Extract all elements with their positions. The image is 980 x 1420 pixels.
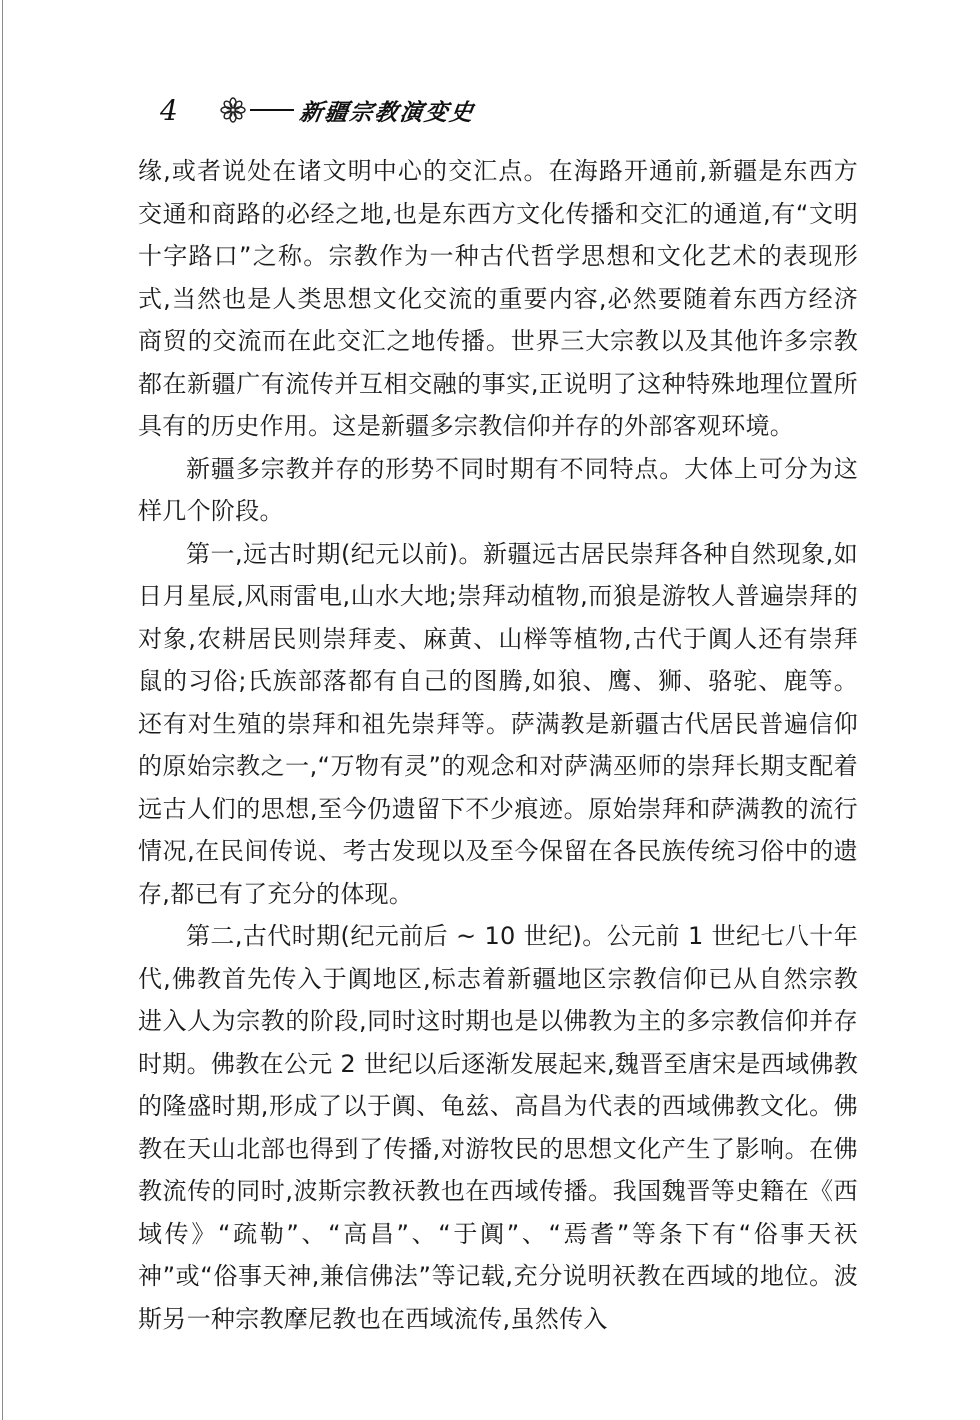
header-dash bbox=[250, 109, 294, 111]
page-number: 4 bbox=[160, 93, 178, 127]
flower-ornament-icon bbox=[220, 97, 246, 123]
running-header bbox=[160, 92, 475, 128]
page-edge-line bbox=[2, 0, 3, 1420]
body-text bbox=[138, 150, 858, 1340]
paragraph-1: 缘,或者说处在诸文明中心的交汇点。在海路开通前,新疆是东西方交通和商路的必经之地,也是东西方文化传播和交汇的通道,有“文明十字路口”之称。宗教作为一种古代哲学思想和文化艺术的表现形式,当然也是人类思想文化交流的重要内容,必然要随着东西方经济商贸的交流而在此交汇之地传播。世界三大宗教以及其他许多宗教都在新疆广有流传并互相交融的事实,正说明了这种特殊地理位置所具有的历史作用。这是新疆多宗教信仰并存的外部客观环境。 bbox=[138, 157, 858, 440]
paragraph-2: 新疆多宗教并存的形势不同时期有不同特点。大体上可分为这样几个阶段。 bbox=[138, 454, 858, 525]
paragraph-4: 第二,古代时期(纪元前后 ~ 10 世纪)。公元前 1 世纪七八十年代,佛教首先传入于阗地区,标志着新疆地区宗教信仰已从自然宗教进入人为宗教的阶段,同时这时期也是以佛教为主的多宗教信仰并存时期。佛教在公元 2 世纪以后逐渐发展起来,魏晋至唐宋是西域佛教的隆盛时期,形成了以于阗、龟兹、高昌为代表的西域佛教文化。佛教在天山北部也得到了传播,对游牧民的思想文化产生了影响。在佛教流传的同时,波斯宗教祆教也在西域传播。我国魏晋等史籍在《西域传》“疏勒”、“高昌”、“于阗”、“焉耆”等条下有“俗事天祆神”或“俗事天神,兼信佛法”等记载,充分说明祆教在西域的地位。波斯另一种宗教摩尼教也在西域流传,虽然传入 bbox=[138, 922, 858, 1333]
book-title: 新疆宗教演变史 bbox=[297, 99, 477, 126]
paragraph-3: 第一,远古时期(纪元以前)。新疆远古居民崇拜各种自然现象,如日月星辰,风雨雷电,山水大地;崇拜动植物,而狼是游牧人普遍崇拜的对象,农耕居民则崇拜麦、麻黄、山榉等植物,古代于阗人还有崇拜鼠的习俗;氏族部落都有自己的图腾,如狼、鹰、狮、骆驼、鹿等。还有对生殖的崇拜和祖先崇拜等。萨满教是新疆古代居民普遍信仰的原始宗教之一,“万物有灵”的观念和对萨满巫师的崇拜长期支配着远古人们的思想,至今仍遗留下不少痕迹。原始崇拜和萨满教的流行情况,在民间传说、考古发现以及至今保留在各民族传统习俗中的遗存,都已有了充分的体现。 bbox=[138, 539, 858, 908]
